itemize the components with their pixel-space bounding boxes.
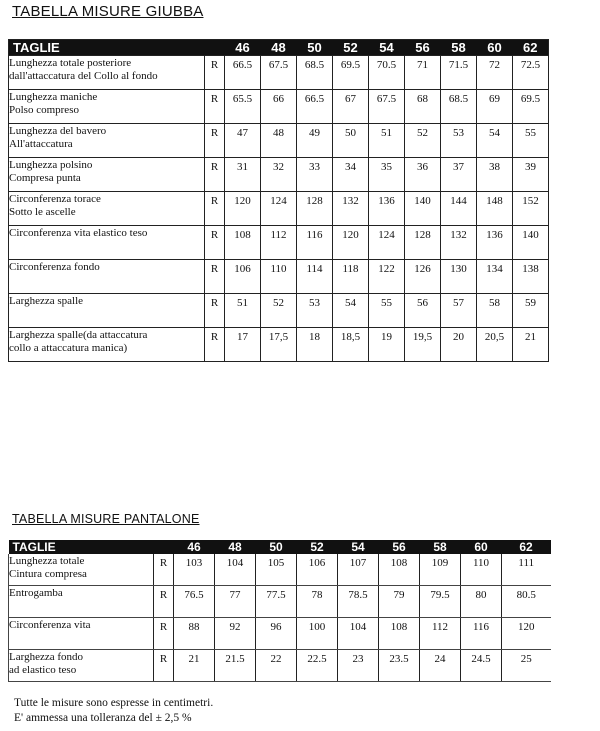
measurement-value: 128 — [297, 192, 333, 226]
measurement-value: 22.5 — [297, 650, 338, 682]
measurement-value: 112 — [261, 226, 297, 260]
measurement-value: 47 — [225, 124, 261, 158]
measurement-value: 148 — [477, 192, 513, 226]
measurement-label-line1: Circonferenza torace — [9, 193, 101, 205]
measurement-value: 67 — [333, 90, 369, 124]
measurement-label — [9, 226, 205, 260]
measurement-value: 39 — [513, 158, 549, 192]
measurement-label — [9, 554, 154, 586]
measurement-label — [9, 192, 205, 226]
measurement-label — [9, 650, 154, 682]
measurement-value: 144 — [441, 192, 477, 226]
size-header-cell: 62 — [513, 40, 549, 56]
measurement-value: 37 — [441, 158, 477, 192]
measurement-label-line1: Lunghezza del bavero — [9, 125, 107, 137]
measurement-value: 140 — [405, 192, 441, 226]
measurement-value: 136 — [369, 192, 405, 226]
measurement-value: 49 — [297, 124, 333, 158]
table-row — [9, 158, 549, 192]
measurement-value: 24.5 — [461, 650, 502, 682]
measurement-value: 76.5 — [174, 586, 215, 618]
measurement-value: 31 — [225, 158, 261, 192]
row-mark: R — [154, 554, 174, 586]
measurement-value: 25 — [502, 650, 551, 682]
size-header-cell: 56 — [379, 540, 420, 554]
measurement-value: 110 — [461, 554, 502, 586]
size-header-cell: 46 — [174, 540, 215, 554]
measurement-value: 18 — [297, 328, 333, 362]
measurement-value: 120 — [502, 618, 551, 650]
size-header-cell: 46 — [225, 40, 261, 56]
measurement-value: 59 — [513, 294, 549, 328]
measurement-value: 68 — [405, 90, 441, 124]
measurement-value: 96 — [256, 618, 297, 650]
measurement-value: 53 — [441, 124, 477, 158]
size-header-cell: 54 — [369, 40, 405, 56]
measurement-value: 104 — [215, 554, 256, 586]
measurement-value: 55 — [369, 294, 405, 328]
measurement-value: 80 — [461, 586, 502, 618]
measurement-value: 21.5 — [215, 650, 256, 682]
measurement-value: 17 — [225, 328, 261, 362]
measurement-value: 132 — [333, 192, 369, 226]
jacket-header-row — [9, 40, 549, 56]
measurement-label-line1: Lunghezza totale posteriore — [9, 57, 132, 69]
measurement-value: 79.5 — [420, 586, 461, 618]
measurement-value: 55 — [513, 124, 549, 158]
measurement-label — [9, 56, 205, 90]
measurement-label-line2: Compresa punta — [9, 171, 81, 184]
measurement-value: 66.5 — [297, 90, 333, 124]
measurement-value: 68.5 — [441, 90, 477, 124]
measurement-value: 122 — [369, 260, 405, 294]
measurement-label-line2: Polso compreso — [9, 103, 79, 116]
measurement-value: 92 — [215, 618, 256, 650]
measurement-value: 23 — [338, 650, 379, 682]
table-row — [9, 56, 549, 90]
measurement-value: 58 — [477, 294, 513, 328]
trousers-table-title: TABELLA MISURE PANTALONE — [12, 512, 200, 526]
row-mark: R — [205, 56, 225, 90]
measurement-value: 32 — [261, 158, 297, 192]
measurement-value: 107 — [338, 554, 379, 586]
measurement-value: 126 — [405, 260, 441, 294]
measurement-value: 110 — [261, 260, 297, 294]
measurement-value: 38 — [477, 158, 513, 192]
measurement-value: 69 — [477, 90, 513, 124]
size-header-label: TAGLIE — [9, 40, 205, 56]
measurement-label — [9, 294, 205, 328]
measurement-label-line2: collo a attaccatura manica) — [9, 341, 128, 354]
measurement-value: 104 — [338, 618, 379, 650]
measurement-value: 78.5 — [338, 586, 379, 618]
measurement-value: 50 — [333, 124, 369, 158]
row-mark: R — [205, 192, 225, 226]
measurement-label — [9, 124, 205, 158]
row-mark: R — [205, 90, 225, 124]
measurement-value: 72 — [477, 56, 513, 90]
measurement-value: 120 — [225, 192, 261, 226]
jacket-size-table — [8, 39, 549, 362]
measurement-value: 112 — [420, 618, 461, 650]
size-header-cell: 60 — [477, 40, 513, 56]
measurement-value: 106 — [297, 554, 338, 586]
size-header-cell: 48 — [215, 540, 256, 554]
size-header-label: TAGLIE — [9, 540, 154, 554]
table-row — [9, 586, 551, 618]
measurement-value: 18,5 — [333, 328, 369, 362]
measurement-value: 65.5 — [225, 90, 261, 124]
measurement-value: 124 — [261, 192, 297, 226]
table-row — [9, 554, 551, 586]
table-row — [9, 90, 549, 124]
tolerance-note: E' ammessa una tolleranza del ± 2,5 % — [14, 712, 192, 724]
measurement-value: 105 — [256, 554, 297, 586]
measurement-value: 109 — [420, 554, 461, 586]
trousers-header-row — [9, 540, 551, 554]
table-row — [9, 328, 549, 362]
measurement-value: 116 — [297, 226, 333, 260]
measurement-value: 34 — [333, 158, 369, 192]
measurement-value: 100 — [297, 618, 338, 650]
measurement-value: 152 — [513, 192, 549, 226]
measurement-value: 17,5 — [261, 328, 297, 362]
table-row — [9, 124, 549, 158]
measurement-value: 78 — [297, 586, 338, 618]
measurement-label-line1: Lunghezza maniche — [9, 91, 98, 103]
units-note: Tutte le misure sono espresse in centimetri. — [14, 697, 214, 709]
measurement-value: 69.5 — [333, 56, 369, 90]
size-header-cell: 54 — [338, 540, 379, 554]
size-header-cell: 50 — [297, 40, 333, 56]
size-header-cell: 62 — [502, 540, 551, 554]
measurement-value: 140 — [513, 226, 549, 260]
measurement-value: 56 — [405, 294, 441, 328]
row-mark: R — [154, 586, 174, 618]
size-header-cell: 48 — [261, 40, 297, 56]
measurement-label-line2: Cintura compresa — [9, 567, 87, 580]
measurement-label — [9, 618, 154, 650]
measurement-value: 111 — [502, 554, 551, 586]
measurement-value: 77.5 — [256, 586, 297, 618]
measurement-value: 71.5 — [441, 56, 477, 90]
measurement-value: 71 — [405, 56, 441, 90]
measurement-value: 67.5 — [261, 56, 297, 90]
table-row — [9, 226, 549, 260]
measurement-value: 124 — [369, 226, 405, 260]
measurement-value: 52 — [261, 294, 297, 328]
measurement-value: 19 — [369, 328, 405, 362]
row-mark: R — [154, 618, 174, 650]
measurement-value: 57 — [441, 294, 477, 328]
measurement-label-line1: Lunghezza polsino — [9, 159, 93, 171]
row-mark: R — [205, 260, 225, 294]
measurement-label-line1: Larghezza spalle — [9, 295, 84, 307]
measurement-value: 20,5 — [477, 328, 513, 362]
measurement-label — [9, 328, 205, 362]
measurement-value: 116 — [461, 618, 502, 650]
measurement-value: 51 — [225, 294, 261, 328]
measurement-value: 77 — [215, 586, 256, 618]
size-header-cell: 52 — [333, 40, 369, 56]
measurement-value: 68.5 — [297, 56, 333, 90]
measurement-value: 20 — [441, 328, 477, 362]
size-header-cell: 60 — [461, 540, 502, 554]
measurement-value: 54 — [333, 294, 369, 328]
measurement-value: 136 — [477, 226, 513, 260]
measurement-value: 52 — [405, 124, 441, 158]
table-row — [9, 650, 551, 682]
table-row — [9, 618, 551, 650]
size-header-cell: 52 — [297, 540, 338, 554]
measurement-label-line1: Circonferenza vita — [9, 619, 91, 631]
measurement-value: 72.5 — [513, 56, 549, 90]
measurement-value: 120 — [333, 226, 369, 260]
measurement-label-line1: Circonferenza fondo — [9, 261, 100, 273]
measurement-value: 80.5 — [502, 586, 551, 618]
measurement-value: 66 — [261, 90, 297, 124]
measurement-value: 51 — [369, 124, 405, 158]
measurement-label — [9, 90, 205, 124]
measurement-label-line1: Circonferenza vita elastico teso — [9, 227, 148, 239]
row-mark: R — [205, 328, 225, 362]
measurement-value: 132 — [441, 226, 477, 260]
measurement-value: 24 — [420, 650, 461, 682]
size-header-cell: 58 — [420, 540, 461, 554]
measurement-label — [9, 158, 205, 192]
measurement-value: 54 — [477, 124, 513, 158]
measurement-value: 128 — [405, 226, 441, 260]
table-row — [9, 294, 549, 328]
measurement-label-line1: Lunghezza totale — [9, 555, 85, 567]
jacket-table-title: TABELLA MISURE GIUBBA — [12, 3, 204, 20]
measurement-label — [9, 586, 154, 618]
measurement-value: 21 — [513, 328, 549, 362]
size-header-cell: 58 — [441, 40, 477, 56]
measurement-value: 134 — [477, 260, 513, 294]
row-mark: R — [205, 294, 225, 328]
row-mark: R — [154, 650, 174, 682]
row-mark: R — [205, 226, 225, 260]
measurement-value: 103 — [174, 554, 215, 586]
header-spacer — [205, 40, 225, 56]
measurement-value: 22 — [256, 650, 297, 682]
measurement-value: 70.5 — [369, 56, 405, 90]
measurement-value: 79 — [379, 586, 420, 618]
measurement-value: 48 — [261, 124, 297, 158]
measurement-value: 21 — [174, 650, 215, 682]
measurement-value: 108 — [225, 226, 261, 260]
table-row — [9, 260, 549, 294]
measurement-label-line2: ad elastico teso — [9, 663, 77, 676]
measurement-value: 67.5 — [369, 90, 405, 124]
measurement-label-line1: Entrogamba — [9, 587, 63, 599]
measurement-value: 138 — [513, 260, 549, 294]
measurement-value: 33 — [297, 158, 333, 192]
size-header-cell: 56 — [405, 40, 441, 56]
measurement-label — [9, 260, 205, 294]
measurement-value: 114 — [297, 260, 333, 294]
measurement-label-line2: dall'attaccatura del Collo al fondo — [9, 69, 158, 82]
measurement-label-line1: Larghezza spalle(da attaccatura — [9, 329, 148, 341]
header-spacer — [154, 540, 174, 554]
measurement-label-line2: Sotto le ascelle — [9, 205, 76, 218]
measurement-label-line2: All'attaccatura — [9, 137, 73, 150]
table-row — [9, 192, 549, 226]
measurement-value: 108 — [379, 618, 420, 650]
measurement-value: 35 — [369, 158, 405, 192]
size-header-cell: 50 — [256, 540, 297, 554]
measurement-value: 106 — [225, 260, 261, 294]
measurement-value: 53 — [297, 294, 333, 328]
measurement-value: 36 — [405, 158, 441, 192]
measurement-value: 66.5 — [225, 56, 261, 90]
measurement-value: 118 — [333, 260, 369, 294]
trousers-size-table — [8, 540, 551, 682]
measurement-value: 19,5 — [405, 328, 441, 362]
measurement-value: 108 — [379, 554, 420, 586]
measurement-value: 88 — [174, 618, 215, 650]
measurement-value: 130 — [441, 260, 477, 294]
measurement-value: 69.5 — [513, 90, 549, 124]
measurement-value: 23.5 — [379, 650, 420, 682]
row-mark: R — [205, 124, 225, 158]
measurement-label-line1: Larghezza fondo — [9, 651, 84, 663]
row-mark: R — [205, 158, 225, 192]
